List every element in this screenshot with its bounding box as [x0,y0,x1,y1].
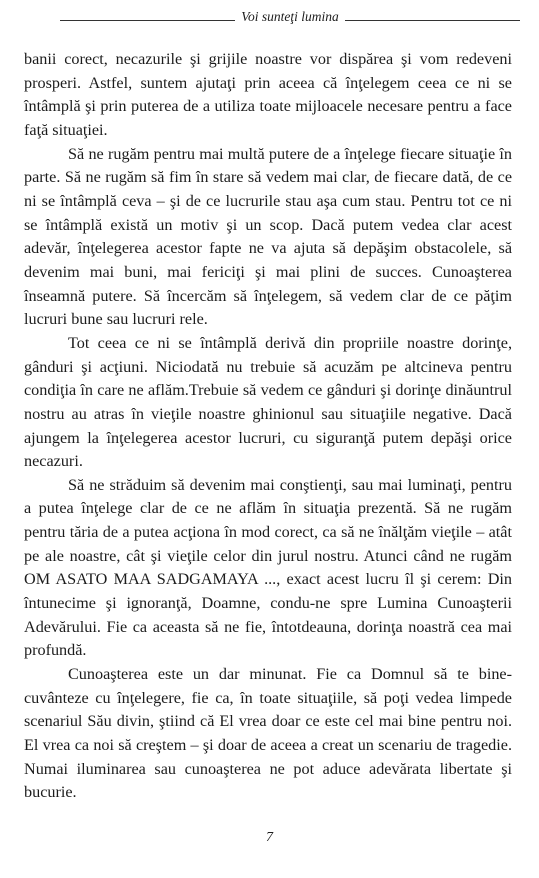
page-number: 7 [266,830,273,845]
page-body [24,48,512,805]
running-header-title: Voi sunteţi lumina [241,9,339,24]
paragraph-3: Tot ceea ce ni se întâmplă derivă din propriile noastre dorinţe, gânduri şi acţiuni. Niciodată nu trebuie să acuzăm pe altcineva pentru condiţia în care ne aflăm.Trebuie să vedem ce gânduri şi dorinţe dinăuntrul nostru au atras în vieţile noastre ghinionul sau situaţiile negative. Dacă ajungem la înţelegerea acestor lucruri, cu siguranţă putem depăşi orice necazuri. [24,333,512,471]
running-header [60,8,520,26]
header-rule-right [345,20,520,21]
header-rule-left [60,20,235,21]
paragraph-5: Cunoaşterea este un dar minunat. Fie ca Domnul să te binecuvânteze cu înţelegere, fie ca, în toate situaţiile, să poţi vedea limpede scenariul Său divin, ştiind că El vrea doar ce este cel mai bine pentru noi. El vrea ca noi să creştem – şi doar de aceea a creat un scenariu de tragedie. Numai iluminarea sau cunoaşterea ne pot aduce adevărata libertate şi bucurie. [24,665,512,802]
paragraph-4: Să ne străduim să devenim mai conştienţi, sau mai luminaţi, pentru a putea înţelege clar de ce ne aflăm în situaţia prezentă. Să ne rugăm pentru tăria de a putea acţiona în mod corect, ca să ne înălţăm vieţile – atât pe ale noastre, cât şi vieţile celor din jurul nostru. Atunci când ne rugăm OM ASATO MAA SADGAMAYA ..., exact acest lucru îl şi cerem: Din întunecime şi ignoranţă, Doamne, condu-ne spre Lumina Cunoaşterii Adevărului. Fie ca aceasta să ne fie, întotdeauna, dorinţa noastră cea mai profundă. [24,475,512,660]
paragraph-1: banii corect, necazurile şi grijile noastre vor dispărea şi vom redeveni prosperi. Astfel, suntem ajutaţi prin aceea că înţelegem ceea ce ni se întâmplă şi prin puterea de a utiliza toate mijloacele necesare pentru a face faţă situaţiei. [24,50,512,139]
paragraph-2: Să ne rugăm pentru mai multă putere de a înţelege fiecare situaţie în parte. Să ne rugăm să fim în stare să vedem mai clar, de fiecare dată, de ce ni se întâmplă ceva – şi de ce lucrurile stau aşa cum stau. Pentru tot ce ni se întâmplă există un motiv şi un scop. Dacă putem vedea clar acest adevăr, înţelegerea acestor fapte ne va ajuta să depăşim obstacolele, să devenim mai buni, mai fericiţi şi mai plini de succes. Cunoaşterea înseamnă putere. Să încercăm să înţelegem, să vedem clar de ce păţim lucruri bune sau lucruri rele. [24,144,512,329]
